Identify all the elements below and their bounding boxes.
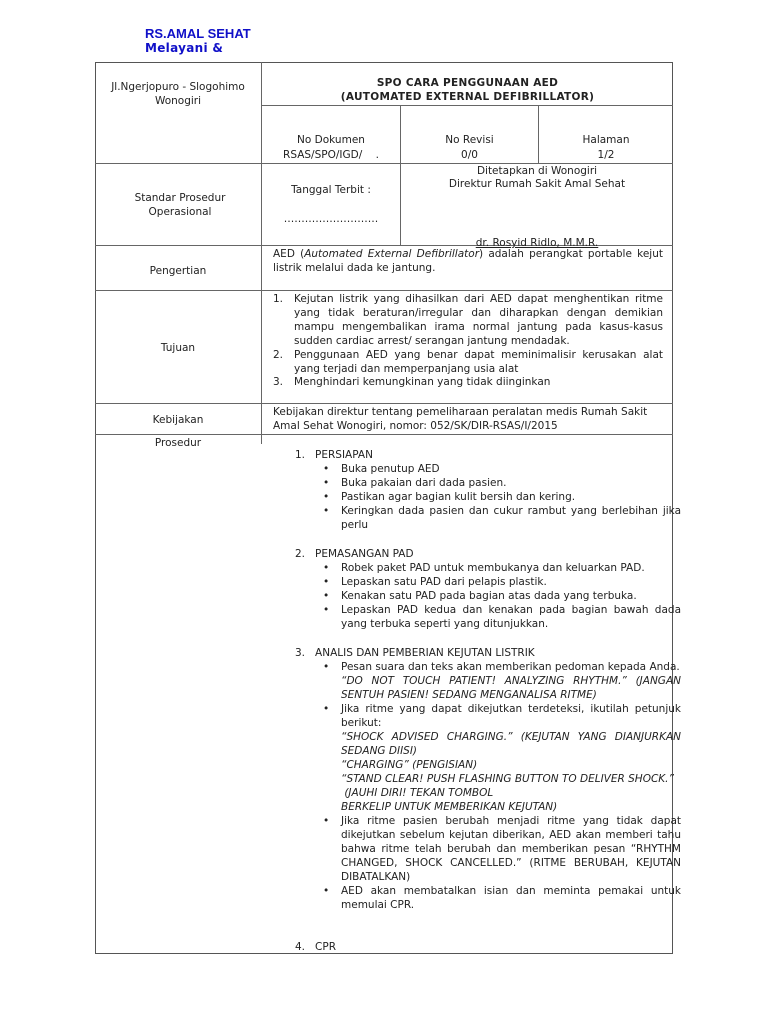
grid-divider — [261, 62, 262, 444]
grid-divider — [95, 434, 673, 435]
list-item — [317, 660, 681, 702]
kebijakan-text: Kebijakan direktur tentang pemeliharaan peralatan medis Rumah Sakit Amal Sehat Wonogiri, nomor: 052/SK/DIR-RSAS/I/2015 — [273, 406, 648, 432]
list-item: • Jika ritme pasien berubah menjadi ritme yang tidak dapat dikejutkan sebelum kejutan diberikan, AED akan memberi tahu bahwa ritme telah berubah dan memberikan pesan “RHYTHM CHANGED, SHOCK CANCELLED.” (RITME BERUBAH, KEJUTAN DIBATALKAN) — [317, 814, 681, 884]
tanggal-terbit-label: Tanggal Terbit : — [291, 184, 371, 196]
cpr-title: 4. CPR — [295, 941, 336, 953]
pemasangan-pad-title: 2. PEMASANGAN PAD — [295, 548, 414, 560]
pengertian-label: Pengertian — [149, 265, 207, 277]
list-item — [317, 702, 681, 814]
tujuan-label: Tujuan — [160, 342, 196, 354]
no-dokumen-label: No Dokumen — [297, 134, 365, 146]
ditetapkan-text: Ditetapkan di Wonogiri — [476, 165, 598, 177]
hospital-header — [145, 26, 251, 56]
signatory-name: dr. Rosyid Ridlo, M.M.R. — [475, 237, 599, 249]
analisis-b2: Jika ritme yang dapat dikejutkan terdeteksi, ikutilah petunjuk berikut: — [341, 703, 681, 729]
no-revisi-value: 0/0 — [461, 149, 478, 161]
hospital-name: RS.AMAL SEHAT — [145, 26, 251, 41]
no-dokumen-value: RSAS/SPO/IGD/ . — [283, 149, 379, 161]
analisis-b2-message-1: “SHOCK ADVISED CHARGING.” (KEJUTAN YANG DIANJURKAN SEDANG DIISI) — [341, 731, 681, 757]
analisis-b1-message: “DO NOT TOUCH PATIENT! ANALYZING RHYTHM.” (JANGAN SENTUH PASIEN! SEDANG MENGANALISA RITME) — [341, 675, 681, 701]
analisis-title: 3. ANALIS DAN PEMBERIAN KEJUTAN LISTRIK — [295, 647, 535, 659]
tujuan-item — [273, 348, 663, 376]
list-number: 1. — [273, 293, 284, 305]
pengertian-pre: AED ( — [273, 248, 305, 260]
spo-label: Standar Prosedur Operasional — [134, 192, 226, 218]
persiapan-list — [317, 462, 681, 532]
list-item: • Lepaskan satu PAD dari pelapis plastik. — [317, 575, 681, 589]
no-revisi-label: No Revisi — [445, 134, 494, 146]
tujuan-item-text: Menghindari kemungkinan yang tidak diinginkan — [294, 376, 551, 388]
pengertian-term: Automated External Defibrillator — [304, 248, 480, 260]
analisis-b2-message-3: “STAND CLEAR! PUSH FLASHING BUTTON TO DELIVER SHOCK.” — [341, 773, 674, 785]
hospital-address: Jl.Ngerjopuro - Slogohimo Wonogiri — [111, 81, 245, 107]
hospital-motto: Melayani & — [145, 41, 224, 55]
pengertian-text — [273, 247, 663, 275]
document-title-line1: SPO CARA PENGGUNAAN AED — [376, 77, 559, 89]
analisis-b2-message-4: (JAUHI DIRI! TEKAN TOMBOL — [341, 787, 494, 799]
list-number: 2. — [273, 349, 284, 361]
list-item: • Buka penutup AED — [317, 462, 681, 476]
pengertian-post: ) adalah perangkat portable kejut listrik melalui dada ke jantung. — [273, 248, 663, 274]
grid-divider — [95, 290, 673, 291]
prosedur-label: Prosedur — [154, 437, 202, 449]
list-item: • Robek paket PAD untuk membukanya dan keluarkan PAD. — [317, 561, 681, 575]
analisis-b2-message-5: BERKELIP UNTUK MEMBERIKAN KEJUTAN) — [341, 801, 558, 813]
list-item: • Keringkan dada pasien dan cukur rambut yang berlebihan jika perlu — [317, 504, 681, 532]
persiapan-title: 1. PERSIAPAN — [295, 449, 373, 461]
list-item: • Pastikan agar bagian kulit bersih dan kering. — [317, 490, 681, 504]
tujuan-item — [273, 375, 663, 389]
tujuan-item — [273, 292, 663, 348]
analisis-b1: Pesan suara dan teks akan memberikan pedoman kepada Anda. — [341, 661, 680, 673]
kebijakan-label: Kebijakan — [152, 414, 204, 426]
list-item: • Lepaskan PAD kedua dan kenakan pada bagian bawah dada yang terbuka seperti yang ditunjukkan. — [317, 603, 681, 631]
document-title-line2: (AUTOMATED EXTERNAL DEFIBRILLATOR) — [340, 91, 595, 103]
analisis-list — [317, 660, 681, 912]
halaman-value: 1/2 — [597, 149, 615, 161]
list-item: • Buka pakaian dari dada pasien. — [317, 476, 681, 490]
pemasangan-pad-list — [317, 561, 681, 631]
list-number: 3. — [273, 376, 284, 388]
direktur-text: Direktur Rumah Sakit Amal Sehat — [448, 178, 626, 190]
tujuan-item-text: Kejutan listrik yang dihasilkan dari AED dapat menghentikan ritme yang tidak beraturan/irregular dan diharapkan dengan demikian mampu mengembalikan irama normal jantung pada kasus-kasus sudden cardiac arrest/ serangan jantung mendadak. — [294, 293, 663, 347]
halaman-label: Halaman — [582, 134, 630, 146]
tujuan-item-text: Penggunaan AED yang benar dapat meminimalisir kerusakan alat yang terjadi dan memperpanjang usia alat — [294, 349, 663, 375]
grid-divider — [95, 403, 673, 404]
tanggal-terbit-value: ……………………… — [283, 213, 379, 225]
list-item: • Kenakan satu PAD pada bagian atas dada yang terbuka. — [317, 589, 681, 603]
analisis-b2-message-2: “CHARGING” (PENGISIAN) — [341, 759, 478, 771]
grid-divider — [261, 105, 673, 106]
list-item: • AED akan membatalkan isian dan meminta pemakai untuk memulai CPR. — [317, 884, 681, 912]
